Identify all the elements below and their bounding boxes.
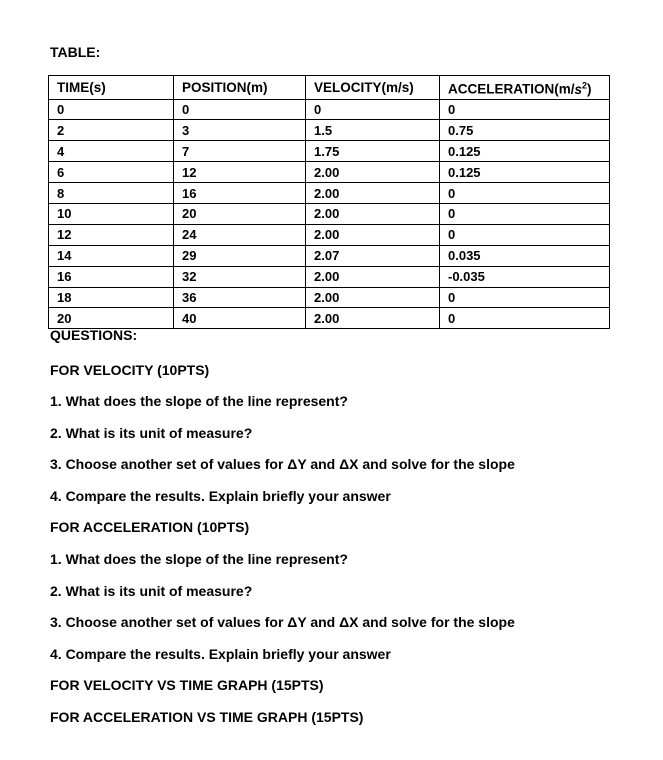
cell-velocity: 2.00 [306, 162, 440, 183]
cell-acceleration: 0 [440, 224, 610, 245]
header-acceleration-prefix: ACCELERATION(m/ [448, 81, 575, 97]
table-body [49, 99, 610, 329]
cell-time: 12 [49, 224, 174, 245]
table-header-row [49, 76, 610, 100]
cell-position: 20 [174, 203, 306, 224]
header-position: POSITION(m) [174, 76, 306, 100]
cell-time: 2 [49, 120, 174, 141]
table-row [49, 99, 610, 120]
cell-position: 36 [174, 287, 306, 308]
cell-velocity: 0 [306, 99, 440, 120]
question-line: FOR VELOCITY (10PTS) [50, 362, 210, 378]
table-row [49, 203, 610, 224]
cell-acceleration: 0 [440, 203, 610, 224]
table-row [49, 245, 610, 266]
question-line: FOR ACCELERATION (10PTS) [50, 519, 250, 535]
cell-position: 32 [174, 266, 306, 287]
cell-acceleration: 0.125 [440, 141, 610, 162]
cell-velocity: 2.00 [306, 183, 440, 204]
question-line: 2. What is its unit of measure? [50, 425, 253, 441]
cell-velocity: 2.00 [306, 308, 440, 329]
cell-time: 6 [49, 162, 174, 183]
header-acceleration-unit-s: s [574, 81, 583, 97]
cell-velocity: 2.00 [306, 266, 440, 287]
table-row [49, 266, 610, 287]
table-row [49, 120, 610, 141]
cell-acceleration: 0 [440, 287, 610, 308]
cell-velocity: 2.00 [306, 203, 440, 224]
question-line: 3. Choose another set of values for ΔY and ΔX and solve for the slope [50, 456, 515, 472]
header-acceleration [440, 76, 610, 100]
header-acceleration-exponent: 2 [582, 80, 588, 90]
question-line: 1. What does the slope of the line represent? [50, 393, 348, 409]
data-table [48, 75, 610, 329]
cell-acceleration: 0 [440, 99, 610, 120]
question-line: 4. Compare the results. Explain briefly your answer [50, 488, 391, 504]
questions-title: QUESTIONS: [50, 327, 138, 343]
cell-position: 12 [174, 162, 306, 183]
question-line: 2. What is its unit of measure? [50, 583, 253, 599]
header-acceleration-unit [575, 82, 588, 97]
cell-acceleration: 0.035 [440, 245, 610, 266]
cell-acceleration: -0.035 [440, 266, 610, 287]
table-label: TABLE: [50, 44, 101, 60]
table-row [49, 224, 610, 245]
cell-position: 24 [174, 224, 306, 245]
cell-velocity: 2.00 [306, 287, 440, 308]
cell-time: 10 [49, 203, 174, 224]
header-velocity: VELOCITY(m/s) [306, 76, 440, 100]
question-line: FOR VELOCITY VS TIME GRAPH (15PTS) [50, 677, 324, 693]
cell-position: 3 [174, 120, 306, 141]
cell-velocity: 2.07 [306, 245, 440, 266]
table-row [49, 287, 610, 308]
cell-acceleration: 0 [440, 308, 610, 329]
cell-position: 29 [174, 245, 306, 266]
table-row [49, 183, 610, 204]
table-row [49, 162, 610, 183]
cell-time: 20 [49, 308, 174, 329]
question-line: 1. What does the slope of the line represent? [50, 551, 348, 567]
cell-time: 16 [49, 266, 174, 287]
cell-velocity: 2.00 [306, 224, 440, 245]
cell-time: 4 [49, 141, 174, 162]
cell-time: 8 [49, 183, 174, 204]
cell-position: 40 [174, 308, 306, 329]
cell-time: 14 [49, 245, 174, 266]
cell-position: 7 [174, 141, 306, 162]
header-time: TIME(s) [49, 76, 174, 100]
cell-acceleration: 0 [440, 183, 610, 204]
cell-acceleration: 0.75 [440, 120, 610, 141]
cell-velocity: 1.5 [306, 120, 440, 141]
cell-acceleration: 0.125 [440, 162, 610, 183]
cell-position: 0 [174, 99, 306, 120]
cell-velocity: 1.75 [306, 141, 440, 162]
cell-position: 16 [174, 183, 306, 204]
question-line: 3. Choose another set of values for ΔY and ΔX and solve for the slope [50, 614, 515, 630]
cell-time: 18 [49, 287, 174, 308]
cell-time: 0 [49, 99, 174, 120]
header-acceleration-suffix: ) [587, 81, 592, 97]
question-line: FOR ACCELERATION VS TIME GRAPH (15PTS) [50, 709, 364, 725]
table-row [49, 141, 610, 162]
table-row [49, 308, 610, 329]
question-line: 4. Compare the results. Explain briefly your answer [50, 646, 391, 662]
